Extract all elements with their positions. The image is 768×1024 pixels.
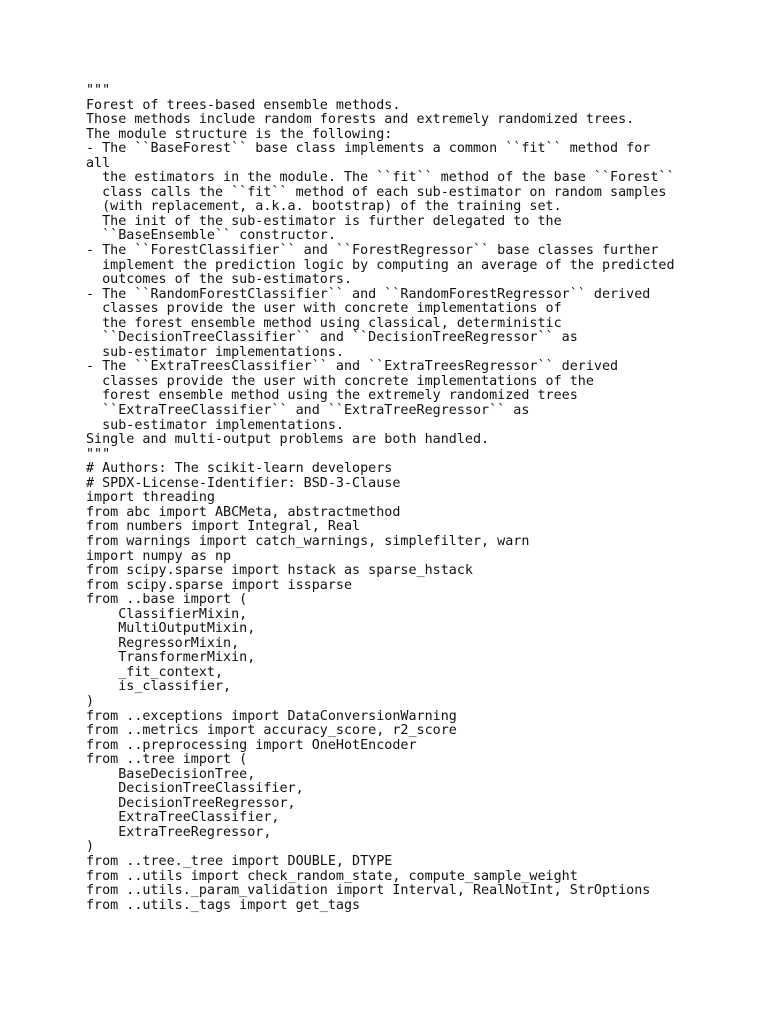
code-line: from ..metrics import accuracy_score, r2_score	[86, 723, 457, 739]
code-line: import threading	[86, 490, 215, 506]
code-line: DecisionTreeClassifier,	[86, 781, 304, 797]
code-line: )	[86, 693, 95, 709]
code-line: MultiOutputMixin,	[86, 621, 256, 637]
code-line: from ..exceptions import DataConversionWarning	[86, 708, 457, 724]
code-line: class calls the ``fit`` method of each sub-estimator on random samples	[86, 184, 667, 200]
code-line: # Authors: The scikit-learn developers	[86, 461, 393, 477]
code-line: Those methods include random forests and extremely randomized trees.	[86, 112, 635, 128]
code-line: the forest ensemble method using classical, deterministic	[86, 315, 562, 331]
code-line: """	[86, 446, 111, 462]
code-line: from numbers import Integral, Real	[86, 519, 361, 535]
code-line: ClassifierMixin,	[86, 606, 248, 622]
code-line: sub-estimator implementations.	[86, 417, 344, 433]
code-line: The init of the sub-estimator is further delegated to the	[86, 213, 562, 229]
code-line: ExtraTreeClassifier,	[86, 810, 280, 826]
code-line: from ..tree import (	[86, 752, 248, 768]
code-line: implement the prediction logic by computing an average of the predicted	[86, 257, 675, 273]
code-line: from ..utils._param_validation import Interval, RealNotInt, StrOptions	[86, 883, 651, 899]
code-line: from ..tree._tree import DOUBLE, DTYPE	[86, 853, 393, 869]
code-line: BaseDecisionTree,	[86, 766, 256, 782]
code-line: DecisionTreeRegressor,	[86, 795, 296, 811]
code-line: from abc import ABCMeta, abstractmethod	[86, 504, 401, 520]
code-line: ``ExtraTreeClassifier`` and ``ExtraTreeRegressor`` as	[86, 403, 530, 419]
code-line: forest ensemble method using the extremely randomized trees	[86, 388, 578, 404]
code-line: (with replacement, a.k.a. bootstrap) of the training set.	[86, 199, 562, 215]
code-line: from ..base import (	[86, 592, 248, 608]
code-line: - The ``ForestClassifier`` and ``ForestRegressor`` base classes further	[86, 243, 659, 259]
code-line: from warnings import catch_warnings, simplefilter, warn	[86, 533, 530, 549]
code-line: from ..preprocessing import OneHotEncoder	[86, 737, 417, 753]
code-line: - The ``BaseForest`` base class implements a common ``fit`` method for	[86, 141, 651, 157]
code-line: sub-estimator implementations.	[86, 344, 344, 360]
code-line: # SPDX-License-Identifier: BSD-3-Clause	[86, 475, 401, 491]
code-line: from ..utils import check_random_state, compute_sample_weight	[86, 868, 578, 884]
code-line: _fit_context,	[86, 664, 224, 680]
code-line: Single and multi-output problems are both handled.	[86, 432, 490, 448]
code-line: from ..utils._tags import get_tags	[86, 897, 361, 913]
code-line: - The ``ExtraTreesClassifier`` and ``ExtraTreesRegressor`` derived	[86, 359, 619, 375]
code-line: from scipy.sparse import hstack as sparse_hstack	[86, 563, 473, 579]
code-line: - The ``RandomForestClassifier`` and ``RandomForestRegressor`` derived	[86, 286, 651, 302]
code-line: Forest of trees-based ensemble methods.	[86, 97, 401, 113]
code-line: ``BaseEnsemble`` constructor.	[86, 228, 336, 244]
code-line: outcomes of the sub-estimators.	[86, 272, 353, 288]
code-line: is_classifier,	[86, 679, 232, 695]
code-line: classes provide the user with concrete implementations of	[86, 301, 562, 317]
code-line: """	[86, 83, 111, 98]
code-text-block	[86, 84, 675, 913]
code-line: the estimators in the module. The ``fit`` method of the base ``Forest``	[86, 170, 675, 186]
code-line: from scipy.sparse import issparse	[86, 577, 353, 593]
code-line: all	[86, 155, 111, 171]
code-line: TransformerMixin,	[86, 650, 256, 666]
code-line: classes provide the user with concrete implementations of the	[86, 373, 594, 389]
code-line: )	[86, 839, 95, 855]
code-line: RegressorMixin,	[86, 635, 240, 651]
code-line: import numpy as np	[86, 548, 232, 564]
code-line: ``DecisionTreeClassifier`` and ``DecisionTreeRegressor`` as	[86, 330, 578, 346]
code-line: The module structure is the following:	[86, 126, 393, 142]
code-line: ExtraTreeRegressor,	[86, 824, 272, 840]
